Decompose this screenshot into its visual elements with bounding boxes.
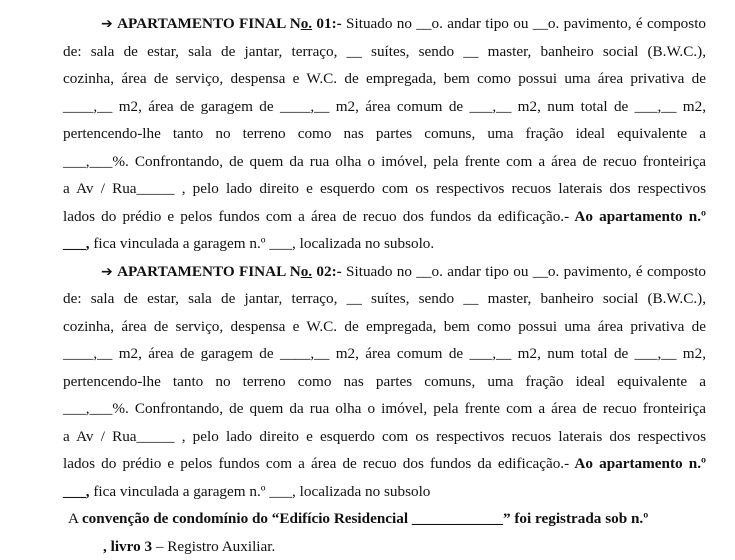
apartment-section-02	[63, 258, 706, 506]
paragraph-line: cozinha, área de serviço, despensa e W.C. de empregada, bem como possui uma área privativa de	[63, 313, 706, 341]
section-title: APARTAMENTO FINAL No. 01:-	[117, 15, 342, 32]
paragraph-line: ____,__ m2, área de garagem de ____,__ m2, área comum de ___,__ m2, num total de ___,__ m2,	[63, 93, 706, 121]
paragraph-line: a Av / Rua_____ , pelo lado direito e esquerdo com os respectivos recuos laterais dos respectivos	[63, 423, 706, 451]
paragraph-line: a Av / Rua_____ , pelo lado direito e esquerdo com os respectivos recuos laterais dos respectivos	[63, 175, 706, 203]
convencao-section	[63, 505, 706, 560]
document-page	[63, 10, 706, 560]
paragraph-line: de: sala de estar, sala de jantar, terraço, __ suítes, sendo __ master, banheiro social (B.W.C.),	[63, 38, 706, 66]
paragraph-line: A convenção de condomínio do “Edifício Residencial ____________” foi registrada sob n.º	[63, 505, 706, 533]
paragraph-line: ___,___%. Confrontando, de quem da rua olha o imóvel, pela frente com a área de recuo fronteiriça	[63, 395, 706, 423]
paragraph-line: ➔ APARTAMENTO FINAL No. 02:- Situado no __o. andar tipo ou __o. pavimento, é composto	[63, 258, 706, 286]
paragraph-line: ___, fica vinculada a garagem n.º ___, localizada no subsolo	[63, 478, 706, 506]
paragraph-line: , livro 3 – Registro Auxiliar.	[63, 533, 706, 560]
paragraph-line: lados do prédio e pelos fundos com a área de recuo dos fundos da edificação.- Ao apartamento n.º	[63, 203, 706, 231]
paragraph-line: cozinha, área de serviço, despensa e W.C. de empregada, bem como possui uma área privativa de	[63, 65, 706, 93]
paragraph-line: pertencendo-lhe tanto no terreno como nas partes comuns, uma fração ideal equivalente a	[63, 120, 706, 148]
paragraph-line: ___, fica vinculada a garagem n.º ___, localizada no subsolo.	[63, 230, 706, 258]
right-arrow-icon: ➔	[101, 264, 113, 280]
paragraph-line: de: sala de estar, sala de jantar, terraço, __ suítes, sendo __ master, banheiro social (B.W.C.),	[63, 285, 706, 313]
paragraph-line: ___,___%. Confrontando, de quem da rua olha o imóvel, pela frente com a área de recuo fronteiriça	[63, 148, 706, 176]
paragraph-line: lados do prédio e pelos fundos com a área de recuo dos fundos da edificação.- Ao apartamento n.º	[63, 450, 706, 478]
right-arrow-icon: ➔	[101, 16, 113, 32]
section-title: APARTAMENTO FINAL No. 02:-	[117, 263, 342, 280]
paragraph-line: ➔ APARTAMENTO FINAL No. 01:- Situado no __o. andar tipo ou __o. pavimento, é composto	[63, 10, 706, 38]
apartment-section-01	[63, 10, 706, 258]
paragraph-line: ____,__ m2, área de garagem de ____,__ m2, área comum de ___,__ m2, num total de ___,__ m2,	[63, 340, 706, 368]
paragraph-line: pertencendo-lhe tanto no terreno como nas partes comuns, uma fração ideal equivalente a	[63, 368, 706, 396]
